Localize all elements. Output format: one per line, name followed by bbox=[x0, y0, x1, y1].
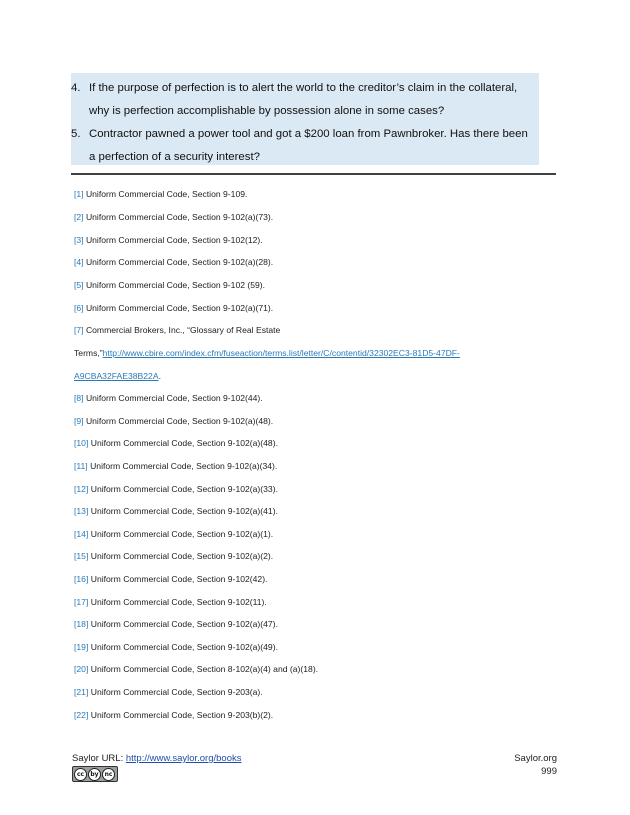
footnote-ref-link[interactable]: [20] bbox=[74, 664, 89, 674]
footnote-text: Uniform Commercial Code, Section 9-102(44). bbox=[83, 393, 263, 403]
footnote-12 bbox=[74, 484, 278, 494]
glossary-url-link-cont[interactable]: A9CBA32FAE38B22A bbox=[74, 371, 159, 381]
attribution-icon: by bbox=[88, 768, 101, 781]
footnote-ref-link[interactable]: [21] bbox=[74, 687, 89, 697]
question-text: Contractor pawned a power tool and got a $200 loan from Pawnbroker. Has there been bbox=[89, 128, 528, 140]
footnote-8 bbox=[74, 393, 263, 403]
footnote-ref-link[interactable]: [11] bbox=[74, 461, 88, 471]
footnote-20 bbox=[74, 664, 318, 674]
glossary-url-link[interactable]: http://www.cbire.com/index.cfm/fuseaction/terms.list/letter/C/contentid/32302EC3-81D5-47DF- bbox=[102, 348, 460, 358]
footnote-1 bbox=[74, 189, 247, 199]
footnote-17 bbox=[74, 597, 267, 607]
footnote-21 bbox=[74, 687, 263, 697]
footnote-text: Uniform Commercial Code, Section 8-102(a)(4) and (a)(18). bbox=[88, 664, 319, 674]
footnote-ref-link[interactable]: [2] bbox=[74, 212, 84, 222]
footnote-16 bbox=[74, 574, 267, 584]
footnote-ref-link[interactable]: [5] bbox=[74, 280, 84, 290]
footnote-text: Uniform Commercial Code, Section 9-102(a)(71). bbox=[83, 303, 274, 313]
footnote-ref-link[interactable]: [8] bbox=[74, 393, 84, 403]
footnote-ref-link[interactable]: [4] bbox=[74, 257, 84, 267]
footnote-text: Terms,” bbox=[74, 348, 103, 358]
footnote-ref-link[interactable]: [18] bbox=[74, 619, 89, 629]
footnote-ref-link[interactable]: [7] bbox=[74, 325, 84, 335]
footnote-5 bbox=[74, 280, 265, 290]
footnote-text: Uniform Commercial Code, Section 9-102(11). bbox=[88, 597, 267, 607]
footnote-text: Uniform Commercial Code, Section 9-203(b)(2). bbox=[88, 710, 274, 720]
footnote-4 bbox=[74, 257, 273, 267]
footnote-text: Uniform Commercial Code, Section 9-102(a)(34). bbox=[87, 461, 278, 471]
footnote-ref-link[interactable]: [14] bbox=[74, 529, 89, 539]
footnote-3 bbox=[74, 235, 263, 245]
footnote-text: Uniform Commercial Code, Section 9-102(a)(28). bbox=[83, 257, 274, 267]
footer-saylor-url bbox=[72, 753, 242, 764]
footnote-text: Uniform Commercial Code, Section 9-102(a)(33). bbox=[88, 484, 278, 494]
footnote-text: Uniform Commercial Code, Section 9-102(a)(41). bbox=[88, 506, 278, 516]
footnote-text: Uniform Commercial Code, Section 9-102(a)(48). bbox=[88, 438, 278, 448]
footnote-15 bbox=[74, 551, 273, 561]
noncommercial-icon: nc bbox=[102, 768, 115, 781]
footnote-7-continued bbox=[74, 348, 460, 358]
footnote-11 bbox=[74, 461, 277, 471]
saylor-books-link[interactable]: http://www.saylor.org/books bbox=[125, 753, 242, 764]
footnote-6 bbox=[74, 303, 273, 313]
footnote-text: Uniform Commercial Code, Section 9-102(a)(48). bbox=[83, 416, 274, 426]
footnote-ref-link[interactable]: [19] bbox=[74, 642, 89, 652]
footnote-7-continued-2 bbox=[74, 371, 161, 381]
footnote-ref-link[interactable]: [1] bbox=[74, 189, 84, 199]
footnote-text: Uniform Commercial Code, Section 9-102(a)(1). bbox=[88, 529, 274, 539]
footnote-text: Uniform Commercial Code, Section 9-203(a). bbox=[88, 687, 263, 697]
footnote-text: Uniform Commercial Code, Section 9-102(a)(49). bbox=[88, 642, 278, 652]
footnote-text: Uniform Commercial Code, Section 9-102(12). bbox=[83, 235, 263, 245]
footnote-19 bbox=[74, 642, 278, 652]
footnote-10 bbox=[74, 438, 278, 448]
footer-site-name: Saylor.org bbox=[514, 753, 557, 764]
footnote-text: Uniform Commercial Code, Section 9-102(a)(73). bbox=[83, 212, 274, 222]
creative-commons-badge-icon[interactable] bbox=[72, 766, 118, 782]
section-divider bbox=[71, 173, 556, 175]
footnote-ref-link[interactable]: [16] bbox=[74, 574, 89, 584]
footnote-2 bbox=[74, 212, 273, 222]
page-number: 999 bbox=[541, 766, 557, 777]
footnote-ref-link[interactable]: [22] bbox=[74, 710, 89, 720]
footnote-text: Uniform Commercial Code, Section 9-102(42). bbox=[88, 574, 268, 584]
footnote-text: Uniform Commercial Code, Section 9-109. bbox=[83, 189, 248, 199]
footer-label: Saylor URL: bbox=[72, 753, 126, 764]
footnote-text: Uniform Commercial Code, Section 9-102(a)(2). bbox=[88, 551, 274, 561]
footnote-text: Uniform Commercial Code, Section 9-102(a)(47). bbox=[88, 619, 278, 629]
question-text: If the purpose of perfection is to alert the world to the creditor’s claim in the collateral, bbox=[89, 82, 518, 94]
cc-icon: cc bbox=[74, 768, 87, 781]
footnote-22 bbox=[74, 710, 273, 720]
footnote-ref-link[interactable]: [3] bbox=[74, 235, 84, 245]
footnote-ref-link[interactable]: [9] bbox=[74, 416, 84, 426]
footnote-ref-link[interactable]: [15] bbox=[74, 551, 89, 561]
footnote-13 bbox=[74, 506, 278, 516]
footnote-18 bbox=[74, 619, 278, 629]
question-number: 5. bbox=[71, 128, 81, 140]
footnote-ref-link[interactable]: [12] bbox=[74, 484, 89, 494]
footnote-14 bbox=[74, 529, 273, 539]
question-number: 4. bbox=[71, 82, 81, 94]
footnote-7 bbox=[74, 325, 280, 335]
footnote-text: . bbox=[158, 371, 161, 381]
footnote-ref-link[interactable]: [17] bbox=[74, 597, 89, 607]
question-text: a perfection of a security interest? bbox=[89, 151, 260, 163]
footnote-9 bbox=[74, 416, 273, 426]
question-text: why is perfection accomplishable by possession alone in some cases? bbox=[89, 105, 445, 117]
footnote-ref-link[interactable]: [6] bbox=[74, 303, 84, 313]
footnote-ref-link[interactable]: [10] bbox=[74, 438, 89, 448]
footnote-text: Commercial Brokers, Inc., “Glossary of Real Estate bbox=[83, 325, 281, 335]
footnote-ref-link[interactable]: [13] bbox=[74, 506, 89, 516]
footnote-text: Uniform Commercial Code, Section 9-102 (59). bbox=[83, 280, 266, 290]
